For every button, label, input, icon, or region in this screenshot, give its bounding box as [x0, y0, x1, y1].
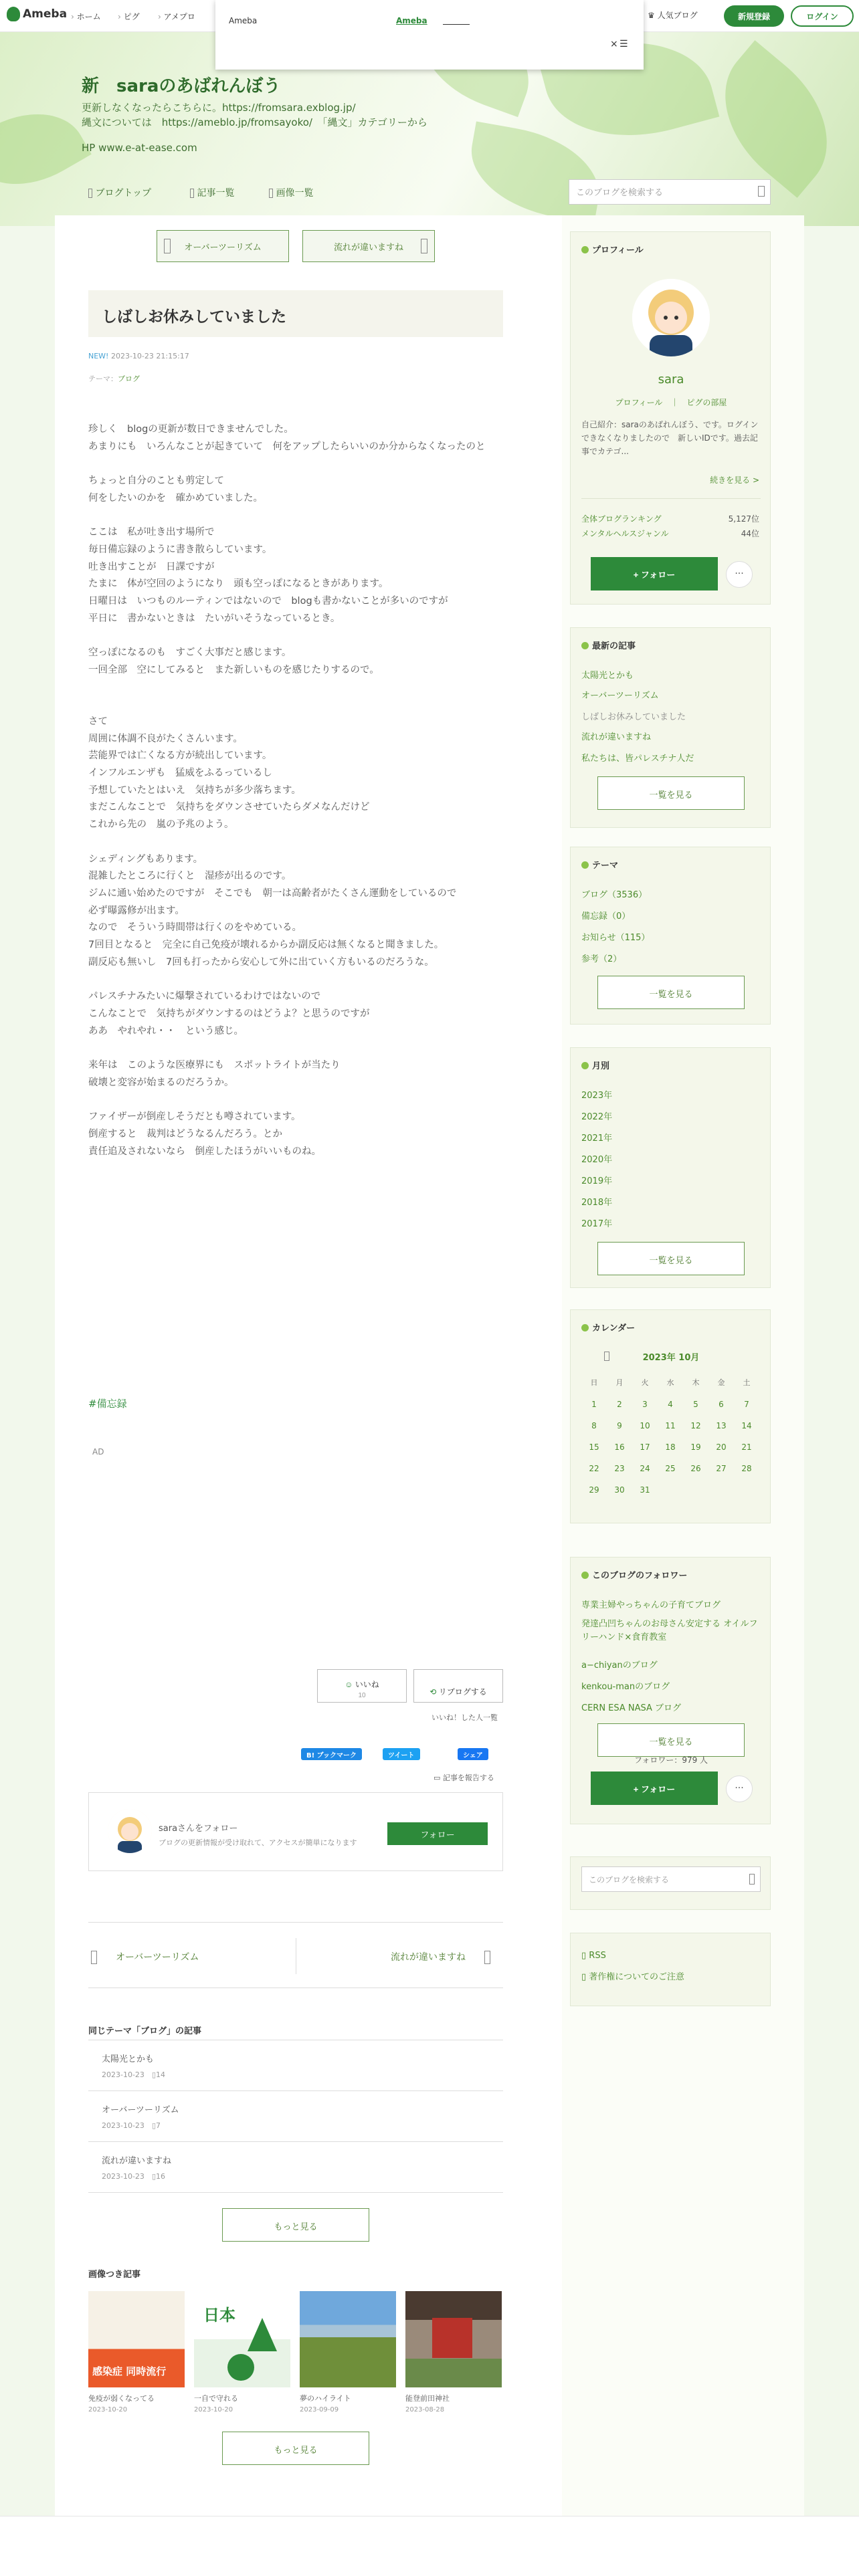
- archive-year-link[interactable]: 2018年: [581, 1198, 613, 1208]
- entry-body: 珍しく blogの更新が数日できませんでした。 あまりにも いろんなことが起きていて 何をアップしたらいいのか分からなくなったのと ちょっと自分のことも剪定して 何をしたいのかを 確かめていました。 ここは 私が吐き出す場所で 毎日備忘録のように書き散らしています。 吐き出すことが 日課ですが たまに 体が空回のようになり 頭も空っぽになるときがあります。 日曜日は いつものルーティンではないので blogも書かないことが多いのですが 平日に 書かないときは たいがいそうなっているとき。 空っぽになるのも すごく大事だと感じます。 一回全部 空にしてみると また新しいものを感じたりするので。 さて 周囲に体調不良がたくさんいます。 芸能界では亡くなる方が続出しています。 インフルエンザも 猛威をふるっているし 予想していたとはいえ 気持ちが多少落ちます。 まだこんなことで 気持ちをダウンさせていたらダメなんだけど これから先の 嵐の予兆のよう。 シェディングもあります。 混雑したところに行くと 湿疹が出るのです。 ジムに通い始めたのですが そこでも 朝一は高齢者がたくさん運動をしているので 必ず曝露修が出ます。 なので そういう時間帯は行くのをやめている。 7回目となると 完全に自己免疫が壊れるからか副反応は無くなると聞きました。 副反応も無いし 7回も打ったから安心して外に出ていく方もいるのだろうな。 パレスチナみたいに爆撃されているわけではないので こんなことで 気持ちがダウンするのはどうよ？と思うのですが ああ やれやれ・・ という感じ。 来年は このような医療界にも スポットライトが当たり 破壊と変容が始まるのだろうか。 ファイザーが倒産しそうだとも噂されています。 倒産すると 裁判はどうなるんだろう。とか 責任追及されないなら 倒産したほうがいいものね。: [88, 424, 486, 1157]
- same-theme-more-button[interactable]: もっと見る: [222, 2208, 369, 2242]
- tweet-button[interactable]: ツイート: [383, 1748, 420, 1760]
- facebook-share-button[interactable]: シェア: [458, 1748, 488, 1760]
- liked-users-link[interactable]: いいね！した人一覧: [432, 1713, 498, 1722]
- prev-entry-top[interactable]: [157, 230, 289, 262]
- calendar-month: 2023年 10月: [642, 1353, 700, 1363]
- widget-title: テーマ: [581, 858, 618, 871]
- speech-bubble-icon: ▭: [434, 1774, 443, 1782]
- comment-icon: ▯: [151, 2121, 156, 2130]
- tab-icon: [88, 189, 92, 198]
- profile-links[interactable]: プロフィール ｜ ピグの部屋: [615, 398, 727, 407]
- widget-title: 最新の記事: [581, 639, 636, 651]
- more-options-icon[interactable]: ···: [726, 561, 753, 588]
- tab-entry-list[interactable]: [190, 186, 234, 199]
- entry-date-value: 2023-10-23 21:15:17: [110, 352, 189, 360]
- calendar-day[interactable]: 8: [591, 1421, 597, 1430]
- theme-label: テーマ：: [88, 374, 118, 383]
- search-icon[interactable]: [749, 1874, 755, 1885]
- theme-link[interactable]: ブログ（3536）: [581, 890, 648, 900]
- tree-icon: [248, 2318, 277, 2351]
- reblog-button[interactable]: [413, 1669, 503, 1703]
- calendar-weekday: 木: [692, 1378, 700, 1387]
- avatar[interactable]: [632, 279, 710, 356]
- blog-description-line: 更新しなくなったらこちらに。https://fromsara.exblog.jp/: [82, 102, 356, 114]
- tab-icon: [190, 189, 194, 198]
- notice-icon: ▯: [581, 1972, 589, 1982]
- calendar-day[interactable]: 15: [589, 1442, 599, 1452]
- divider: [88, 1922, 503, 1923]
- hatena-bookmark-button[interactable]: B! ブックマーク: [301, 1748, 362, 1760]
- calendar-weekday: 土: [743, 1378, 751, 1387]
- popular-blogs-link[interactable]: [648, 9, 698, 21]
- entry-theme: [88, 373, 140, 384]
- widget-title: カレンダー: [581, 1321, 635, 1333]
- new-badge: NEW!: [88, 352, 109, 360]
- more-options-icon[interactable]: ···: [726, 1776, 753, 1802]
- calendar-day[interactable]: 7: [744, 1400, 749, 1409]
- divider: [88, 2192, 503, 2193]
- follow-card: [88, 1792, 503, 1871]
- calendar-day[interactable]: 18: [665, 1442, 676, 1452]
- calendar-day[interactable]: 13: [716, 1421, 727, 1430]
- notice-label: 著作権についてのご注意: [589, 1972, 685, 1982]
- calendar-day[interactable]: 20: [716, 1442, 727, 1452]
- calendar-day[interactable]: 23: [614, 1464, 625, 1473]
- calendar-day[interactable]: 12: [690, 1421, 701, 1430]
- entry-theme-link[interactable]: ブログ: [118, 374, 140, 383]
- chevron-right-icon: [484, 1951, 490, 1964]
- calendar-day[interactable]: 2: [617, 1400, 622, 1409]
- image-entries-heading: 画像つき記事: [88, 2270, 141, 2280]
- image-entry-thumbnail[interactable]: [405, 2291, 502, 2387]
- chevron-right-icon: [421, 239, 427, 253]
- blog-description-line: HP www.e-at-ease.com: [82, 142, 197, 154]
- comment-icon: ▯: [151, 2070, 156, 2079]
- profile-name[interactable]: sara: [658, 372, 684, 387]
- same-theme-item[interactable]: 流れが違いますね: [102, 2156, 172, 2166]
- avatar-illustration: [108, 1809, 152, 1853]
- follower-count: フォロワー：979 人: [634, 1755, 708, 1765]
- reblog-label: リブログする: [438, 1687, 487, 1697]
- hashtag-link[interactable]: #備忘録: [88, 1398, 127, 1410]
- image-entry-date: 2023-10-20: [194, 2406, 233, 2413]
- ranking-genre-link[interactable]: メンタルヘルスジャンル: [581, 529, 669, 538]
- like-button[interactable]: [317, 1669, 407, 1703]
- profile-more-link[interactable]: 続きを見る >: [710, 475, 759, 485]
- next-entry-top[interactable]: [302, 230, 435, 262]
- thumbnail-text: 感染症 同時流行: [92, 2365, 167, 2377]
- thumbnail-text: 日本: [203, 2306, 235, 2325]
- search-icon[interactable]: [758, 186, 765, 197]
- ameba-logo[interactable]: [7, 7, 67, 21]
- signup-button[interactable]: 新規登録: [724, 5, 784, 27]
- theme-link[interactable]: お知らせ（115）: [581, 933, 650, 943]
- footer: [0, 2516, 859, 2576]
- calendar-day[interactable]: 17: [640, 1442, 650, 1452]
- calendar-day[interactable]: 5: [693, 1400, 698, 1409]
- same-theme-heading: 同じテーマ「ブログ」の記事: [88, 2026, 202, 2036]
- image-entry-title[interactable]: 一自で守れる: [194, 2394, 238, 2403]
- image-entry-date: 2023-09-09: [300, 2406, 339, 2413]
- logo-text: Ameba: [23, 7, 68, 21]
- calendar-weekday: 金: [717, 1378, 725, 1387]
- image-entry-date: 2023-08-28: [405, 2406, 445, 2413]
- like-icon: ☺: [345, 1679, 355, 1689]
- sidebar-search-widget: [570, 1856, 771, 1910]
- follower-blog-link[interactable]: a−chiyanのブログ: [581, 1660, 658, 1671]
- item-date: 2023-10-23: [102, 2172, 145, 2181]
- image-entry-thumbnail[interactable]: [194, 2291, 290, 2387]
- menu-icon[interactable]: ☰: [619, 39, 628, 49]
- like-count: 10: [358, 1691, 366, 1699]
- chevron-left-icon: [164, 239, 171, 253]
- chevron-left-icon: [91, 1951, 97, 1964]
- image-entry-thumbnail[interactable]: [300, 2291, 396, 2387]
- calendar-day[interactable]: 1: [591, 1400, 597, 1409]
- calendar-weekday: 水: [666, 1378, 674, 1387]
- image-entry-thumbnail[interactable]: [88, 2291, 185, 2387]
- image-entry-date: 2023-10-20: [88, 2406, 128, 2413]
- theme-link[interactable]: 参考（2）: [581, 954, 622, 964]
- follow-card-title: saraさんをフォロー: [159, 1824, 238, 1834]
- widget-title: このブログのフォロワー: [581, 1568, 687, 1581]
- divider: [88, 2090, 503, 2091]
- close-icon[interactable]: ×: [610, 39, 618, 49]
- dropdown-label: Ameba: [229, 16, 258, 25]
- calendar-day[interactable]: 31: [640, 1485, 650, 1495]
- calendar-day[interactable]: 21: [741, 1442, 752, 1452]
- profile-widget: [570, 231, 771, 605]
- calendar-day[interactable]: 4: [668, 1400, 673, 1409]
- calendar-day[interactable]: 10: [640, 1421, 650, 1430]
- sidebar-follow-button[interactable]: + フォロー: [591, 1772, 718, 1805]
- reblog-icon: ⟲: [430, 1687, 439, 1697]
- image-entries-more-button[interactable]: もっと見る: [222, 2432, 369, 2465]
- same-theme-item[interactable]: オーバーツーリズム: [102, 2105, 179, 2115]
- profile-intro: 自己紹介：saraのあばれんぼう、です。ログインできなくなりましたので 新しいIDです。過去記事でカテゴ...: [581, 420, 759, 456]
- calendar-day[interactable]: 14: [741, 1421, 752, 1430]
- sidebar-search-input[interactable]: [581, 1866, 761, 1892]
- rss-link[interactable]: [581, 1951, 606, 1961]
- sidebar-follow-button[interactable]: + フォロー: [591, 557, 718, 591]
- follower-blog-link[interactable]: kenkou-manのブログ: [581, 1682, 670, 1692]
- report-label: 記事を報告する: [442, 1774, 494, 1782]
- copyright-notice-link[interactable]: [581, 1969, 684, 1982]
- nav-pigg[interactable]: › ピグ: [118, 11, 140, 22]
- nav-home[interactable]: › ホーム: [71, 11, 101, 22]
- tab-label: 画像一覧: [276, 188, 314, 199]
- calendar-day[interactable]: 6: [719, 1400, 724, 1409]
- tab-label: 記事一覧: [197, 188, 235, 199]
- search-placeholder: このブログを検索する: [589, 1875, 670, 1885]
- recent-more-button[interactable]: 一覧を見る: [597, 776, 745, 810]
- calendar-widget: [570, 1309, 771, 1523]
- themes-more-button[interactable]: 一覧を見る: [597, 976, 745, 1009]
- calendar-weekday: 火: [641, 1378, 649, 1387]
- archive-year-link[interactable]: 2019年: [581, 1176, 613, 1186]
- login-button[interactable]: ログイン: [791, 5, 854, 27]
- item-count: 7: [156, 2121, 161, 2130]
- archive-year-link[interactable]: 2017年: [581, 1219, 613, 1229]
- archive-year-link[interactable]: 2021年: [581, 1134, 613, 1144]
- header-search-input[interactable]: [569, 179, 771, 205]
- image-entry-title[interactable]: 免疫が弱くなってる: [88, 2394, 155, 2403]
- calendar-day[interactable]: 16: [614, 1442, 625, 1452]
- same-theme-meta: [102, 2120, 161, 2131]
- ameba-dropdown-panel: [215, 0, 644, 70]
- monthly-more-button[interactable]: 一覧を見る: [597, 1242, 745, 1275]
- prev-entry-bottom[interactable]: [91, 1950, 199, 1964]
- ranking-overall-value: 5,127位: [728, 514, 759, 524]
- next-entry-label: 流れが違いますね: [333, 242, 403, 253]
- rss-label: RSS: [589, 1951, 606, 1961]
- monthly-archive-widget: [570, 1047, 771, 1288]
- ad-label: AD: [92, 1447, 104, 1457]
- divider: [88, 2141, 503, 2142]
- crown-icon: ♛: [648, 11, 658, 20]
- recent-entry-link[interactable]: オーバーツーリズム: [581, 691, 659, 701]
- next-entry-bottom[interactable]: [391, 1950, 490, 1964]
- leaf-decoration: [0, 90, 92, 207]
- leaf-decoration: [462, 122, 608, 224]
- calendar-day[interactable]: 11: [665, 1421, 676, 1430]
- calendar-day[interactable]: 29: [589, 1485, 599, 1495]
- leaf-decoration: [694, 40, 857, 198]
- report-entry-link[interactable]: [434, 1772, 494, 1783]
- themes-widget: [570, 847, 771, 1025]
- blog-description-line: 縄文については https://ameblo.jp/fromsayoko/ 「縄文」カテゴリーから: [82, 116, 427, 128]
- same-theme-meta: [102, 2171, 165, 2181]
- recent-entry-link[interactable]: 私たちは、皆パレスチナ人だ: [581, 754, 694, 764]
- item-count: 14: [156, 2070, 165, 2079]
- widget-title: 月別: [581, 1059, 609, 1071]
- like-label: いいね: [355, 1679, 379, 1689]
- blog-title[interactable]: 新 saraのあばれんぼう: [82, 76, 281, 96]
- archive-year-link[interactable]: 2022年: [581, 1112, 613, 1122]
- calendar-day[interactable]: 27: [716, 1464, 727, 1473]
- recent-entry-link[interactable]: しばしお休みしていました: [581, 712, 686, 722]
- calendar-day[interactable]: 3: [642, 1400, 648, 1409]
- popular-label: 人気ブログ: [657, 11, 698, 20]
- follower-blog-link[interactable]: CERN ESA NASA ブログ: [581, 1703, 682, 1713]
- widget-title: プロフィール: [581, 243, 644, 255]
- image-entry-title[interactable]: 能登前田神社: [405, 2394, 450, 2403]
- followers-more-button[interactable]: 一覧を見る: [597, 1723, 745, 1757]
- entry-title[interactable]: しばしお休みしていました: [88, 290, 503, 337]
- follower-blog-link[interactable]: 専業主婦やっちゃんの子育てブログ: [581, 1600, 721, 1610]
- same-theme-item[interactable]: 太陽光とかも: [102, 2054, 155, 2064]
- rss-widget: [570, 1933, 771, 2006]
- prev-entry-label: オーバーツーリズム: [184, 242, 262, 253]
- ranking-overall-link[interactable]: 全体ブログランキング: [581, 514, 662, 524]
- calendar-weekday: 日: [590, 1378, 598, 1387]
- follow-card-subtitle: ブログの更新情報が受け取れて、アクセスが簡単になります: [159, 1838, 357, 1847]
- calendar-day[interactable]: 28: [741, 1464, 752, 1473]
- tab-blog-top[interactable]: [88, 186, 151, 199]
- calendar-day[interactable]: 24: [640, 1464, 650, 1473]
- divider: [581, 498, 761, 499]
- ranking-genre-value: 44位: [741, 529, 759, 538]
- shrine-gate-icon: [432, 2318, 472, 2358]
- archive-year-link[interactable]: 2023年: [581, 1091, 613, 1101]
- same-theme-meta: [102, 2069, 165, 2080]
- archive-year-link[interactable]: 2020年: [581, 1155, 613, 1165]
- image-entry-title[interactable]: 夢のハイライト: [300, 2394, 351, 2403]
- calendar-weekday: 月: [615, 1378, 624, 1387]
- item-date: 2023-10-23: [102, 2070, 145, 2079]
- calendar-day[interactable]: 19: [690, 1442, 701, 1452]
- nav-amepro[interactable]: › アメプロ: [158, 11, 195, 22]
- comment-icon: ▯: [151, 2172, 156, 2181]
- follow-button[interactable]: フォロー: [387, 1822, 488, 1845]
- follower-blog-link[interactable]: 発達凸凹ちゃんのお母さん安定する オイルフリーハンド×食育教室: [581, 1619, 758, 1642]
- dropdown-ameba-link[interactable]: Ameba: [396, 16, 427, 25]
- ameba-logo-icon: [7, 7, 20, 21]
- calendar-day[interactable]: 9: [617, 1421, 622, 1430]
- calendar-day[interactable]: 26: [690, 1464, 701, 1473]
- rss-icon: ▯: [581, 1951, 589, 1961]
- avatar: [108, 1809, 152, 1853]
- tab-image-list[interactable]: [269, 186, 313, 199]
- entry-date: [88, 352, 189, 360]
- next-entry-label: 流れが違いますね: [391, 1952, 466, 1963]
- item-date: 2023-10-23: [102, 2121, 145, 2130]
- prev-entry-label: オーバーツーリズム: [116, 1952, 199, 1963]
- tab-label: ブログトップ: [95, 188, 152, 199]
- recent-entry-link[interactable]: 流れが違いますね: [581, 732, 652, 742]
- followers-widget: [570, 1557, 771, 1824]
- calendar-day[interactable]: 30: [614, 1485, 625, 1495]
- recent-entry-link[interactable]: 太陽光とかも: [581, 671, 634, 681]
- calendar-day[interactable]: 25: [665, 1464, 676, 1473]
- theme-link[interactable]: 備忘録（0）: [581, 911, 631, 922]
- search-placeholder: このブログを検索する: [576, 188, 664, 198]
- tab-icon: [269, 189, 273, 198]
- avatar-illustration: [632, 279, 710, 356]
- recent-entries-widget: [570, 627, 771, 828]
- calendar-day[interactable]: 22: [589, 1464, 599, 1473]
- dropdown-blank-line: [443, 24, 470, 25]
- cross-badge-icon: [227, 2354, 254, 2381]
- item-count: 16: [156, 2172, 165, 2181]
